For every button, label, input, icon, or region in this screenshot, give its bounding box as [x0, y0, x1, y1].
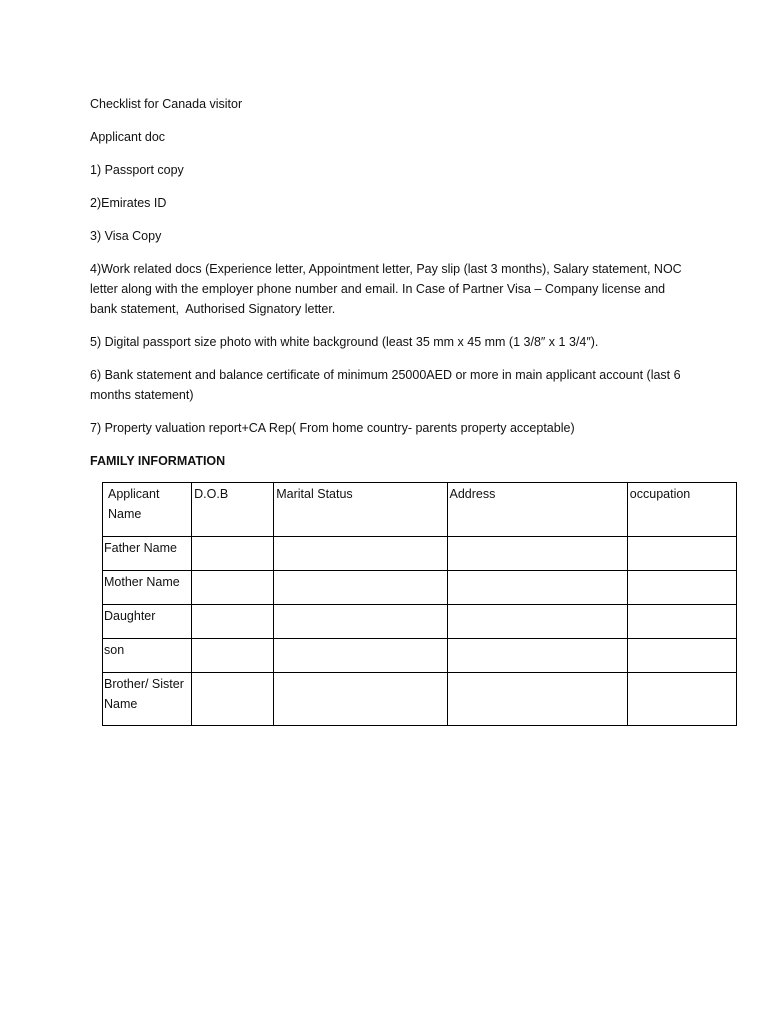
table-cell[interactable] [274, 571, 447, 605]
family-information-table [102, 482, 737, 726]
table-row [103, 537, 737, 571]
row-label-son: son [103, 639, 192, 673]
checklist-item-4: 4)Work related docs (Experience letter, Appointment letter, Pay slip (last 3 months), Salary statement, NOC letter along with the employer phone number and email. In Case of Partner Visa – Company license and bank statement, Authorised Signatory letter. [90, 262, 686, 316]
family-information-heading: FAMILY INFORMATION [90, 454, 226, 468]
table-row [103, 673, 737, 726]
table-cell[interactable] [627, 537, 736, 571]
row-label-father-name: Father Name [103, 537, 192, 571]
table-cell[interactable] [447, 571, 627, 605]
table-cell[interactable] [274, 537, 447, 571]
table-cell[interactable] [627, 673, 736, 726]
header-dob: D.O.B [192, 483, 274, 537]
table-cell[interactable] [627, 571, 736, 605]
table-header-row [103, 483, 737, 537]
table-cell[interactable] [627, 605, 736, 639]
table-cell[interactable] [192, 673, 274, 726]
table-cell[interactable] [274, 639, 447, 673]
table-cell[interactable] [192, 605, 274, 639]
row-label-mother-name: Mother Name [103, 571, 192, 605]
checklist-item-6: 6) Bank statement and balance certificate of minimum 25000AED or more in main applicant account (last 6 months statement) [90, 368, 685, 402]
checklist-item-3: 3) Visa Copy [90, 229, 162, 243]
table-cell[interactable] [447, 605, 627, 639]
table-cell[interactable] [274, 605, 447, 639]
table-row [103, 639, 737, 673]
document-body [90, 94, 690, 483]
document-title: Checklist for Canada visitor [90, 97, 243, 111]
row-label-brother-sister-name: Brother/ Sister Name [103, 673, 192, 726]
table-cell[interactable] [627, 639, 736, 673]
table-cell[interactable] [192, 571, 274, 605]
checklist-item-1: 1) Passport copy [90, 163, 184, 177]
table-cell[interactable] [192, 537, 274, 571]
header-applicant-name: Applicant Name [103, 483, 192, 537]
checklist-item-5: 5) Digital passport size photo with white background (least 35 mm x 45 mm (1 3/8″ x 1 3/4″). [90, 335, 599, 349]
checklist-item-7: 7) Property valuation report+CA Rep( From home country- parents property acceptable) [90, 421, 575, 435]
section-subtitle: Applicant doc [90, 130, 166, 144]
table-row [103, 571, 737, 605]
table-cell[interactable] [274, 673, 447, 726]
table-cell[interactable] [192, 639, 274, 673]
header-address: Address [447, 483, 627, 537]
row-label-daughter: Daughter [103, 605, 192, 639]
table-cell[interactable] [447, 673, 627, 726]
table-cell[interactable] [447, 639, 627, 673]
header-marital-status: Marital Status [274, 483, 447, 537]
header-occupation: occupation [627, 483, 736, 537]
checklist-item-2: 2)Emirates ID [90, 196, 167, 210]
table-cell[interactable] [447, 537, 627, 571]
table-row [103, 605, 737, 639]
